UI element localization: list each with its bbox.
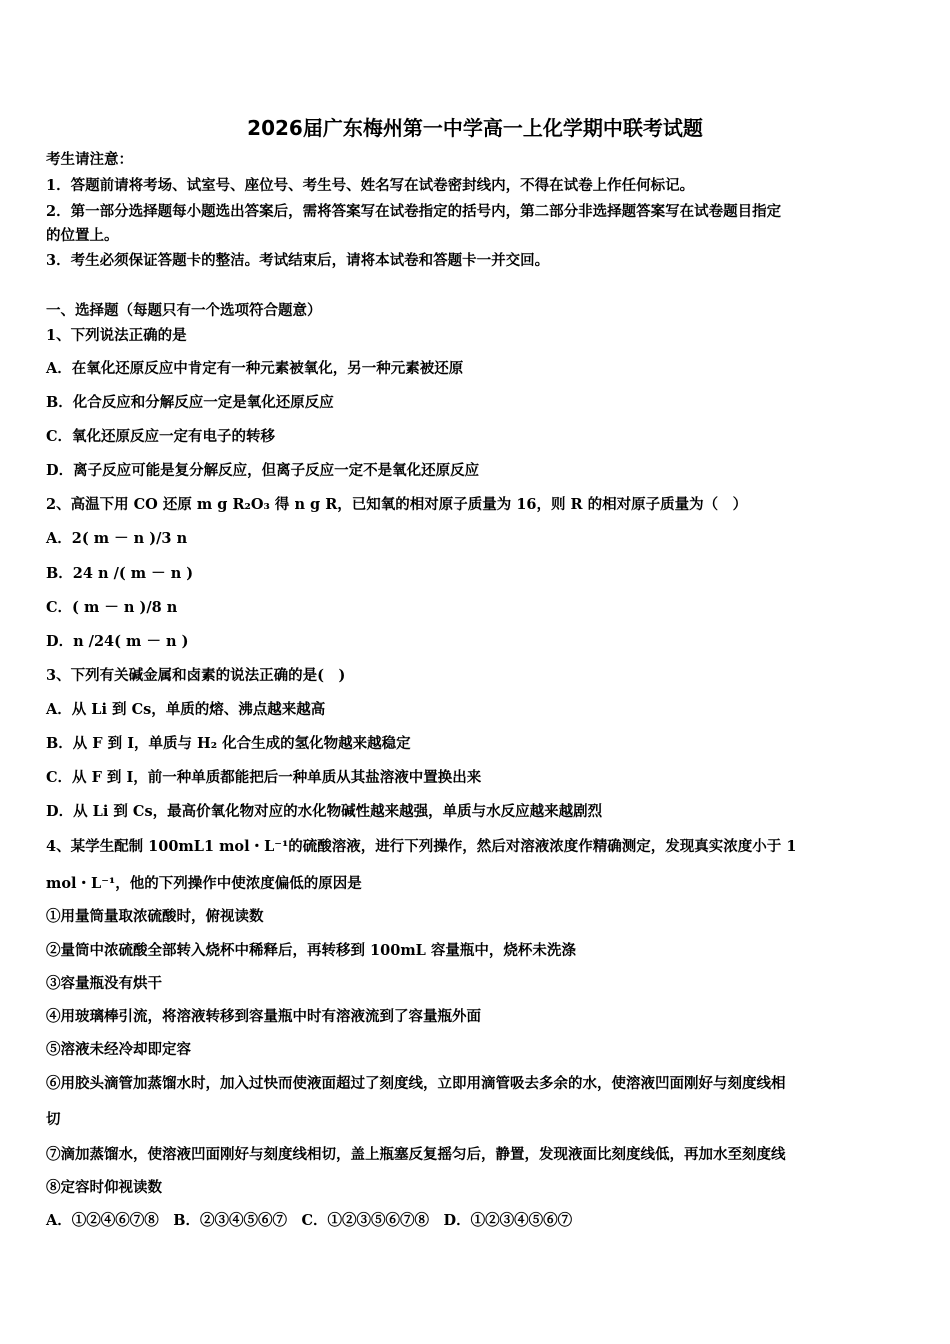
option: D．离子反应可能是复分解反应，但离子反应一定不是氧化还原反应 [46,462,480,479]
question-stem: 3、下列有关碱金属和卤素的说法正确的是( ) [46,667,346,684]
question-stem: 1、下列说法正确的是 [46,327,187,344]
statement: ⑥用胶头滴管加蒸馏水时，加入过快而使液面超过了刻度线，立即用滴管吸去多余的水，使溶液凹面刚好与刻度线相 [46,1075,786,1092]
question-stem: 2、高温下用 CO 还原 m g R₂O₃ 得 n g R，已知氧的相对原子质量为 16，则 R 的相对原子质量为（ ） [46,496,748,513]
notice-item: 的位置上。 [46,227,119,244]
option: D．n /24( m － n ) [46,633,189,650]
statement: ②量筒中浓硫酸全部转入烧杯中稀释后，再转移到 100mL 容量瓶中，烧杯未洗涤 [46,942,576,959]
question-stem-cont: mol・L⁻¹，他的下列操作中使浓度偏低的原因是 [46,875,362,892]
statement: 切 [46,1111,61,1128]
option: A．从 Li 到 Cs，单质的熔、沸点越来越高 [46,701,326,718]
option: B．从 F 到 I，单质与 H₂ 化合生成的氢化物越来越稳定 [46,735,411,752]
option: D．从 Li 到 Cs，最高价氧化物对应的水化物碱性越来越强，单质与水反应越来越剧烈 [46,803,603,820]
statement: ①用量筒量取浓硫酸时，俯视读数 [46,908,264,925]
option: B．化合反应和分解反应一定是氧化还原反应 [46,394,334,411]
statement: ⑤溶液未经冷却即定容 [46,1041,191,1058]
statement: ⑦滴加蒸馏水，使溶液凹面刚好与刻度线相切，盖上瓶塞反复摇匀后，静置，发现液面比刻度线低，再加水至刻度线 [46,1146,786,1163]
section-heading: 一、选择题（每题只有一个选项符合题意） [46,302,322,319]
notice-item: 2．第一部分选择题每小题选出答案后，需将答案写在试卷指定的括号内，第二部分非选择题答案写在试卷题目指定 [46,203,782,220]
option: B．24 n /( m － n ) [46,565,194,582]
option: C．氧化还原反应一定有电子的转移 [46,428,276,445]
statement: ⑧定容时仰视读数 [46,1179,162,1196]
option: A．2( m － n )/3 n [46,530,188,547]
question-stem: 4、某学生配制 100mL1 mol・L⁻¹的硫酸溶液，进行下列操作，然后对溶液浓度作精确测定，发现真实浓度小于 1 [46,838,797,855]
options-row: A．①②④⑥⑦⑧ B．②③④⑤⑥⑦ C．①②③⑤⑥⑦⑧ D．①②③④⑤⑥⑦ [46,1212,573,1229]
option: C．( m － n )/8 n [46,599,178,616]
notice-item: 3．考生必须保证答题卡的整洁。考试结束后，请将本试卷和答题卡一并交回。 [46,252,550,269]
statement: ③容量瓶没有烘干 [46,975,162,992]
statement: ④用玻璃棒引流，将溶液转移到容量瓶中时有溶液流到了容量瓶外面 [46,1008,481,1025]
option: C．从 F 到 I，前一种单质都能把后一种单质从其盐溶液中置换出来 [46,769,482,786]
notice-heading: 考生请注意： [46,151,133,168]
notice-item: 1．答题前请将考场、试室号、座位号、考生号、姓名写在试卷密封线内，不得在试卷上作任何标记。 [46,177,695,194]
option: A．在氧化还原反应中肯定有一种元素被氧化，另一种元素被还原 [46,360,464,377]
page-title: 2026届广东梅州第一中学高一上化学期中联考试题 [247,116,703,140]
